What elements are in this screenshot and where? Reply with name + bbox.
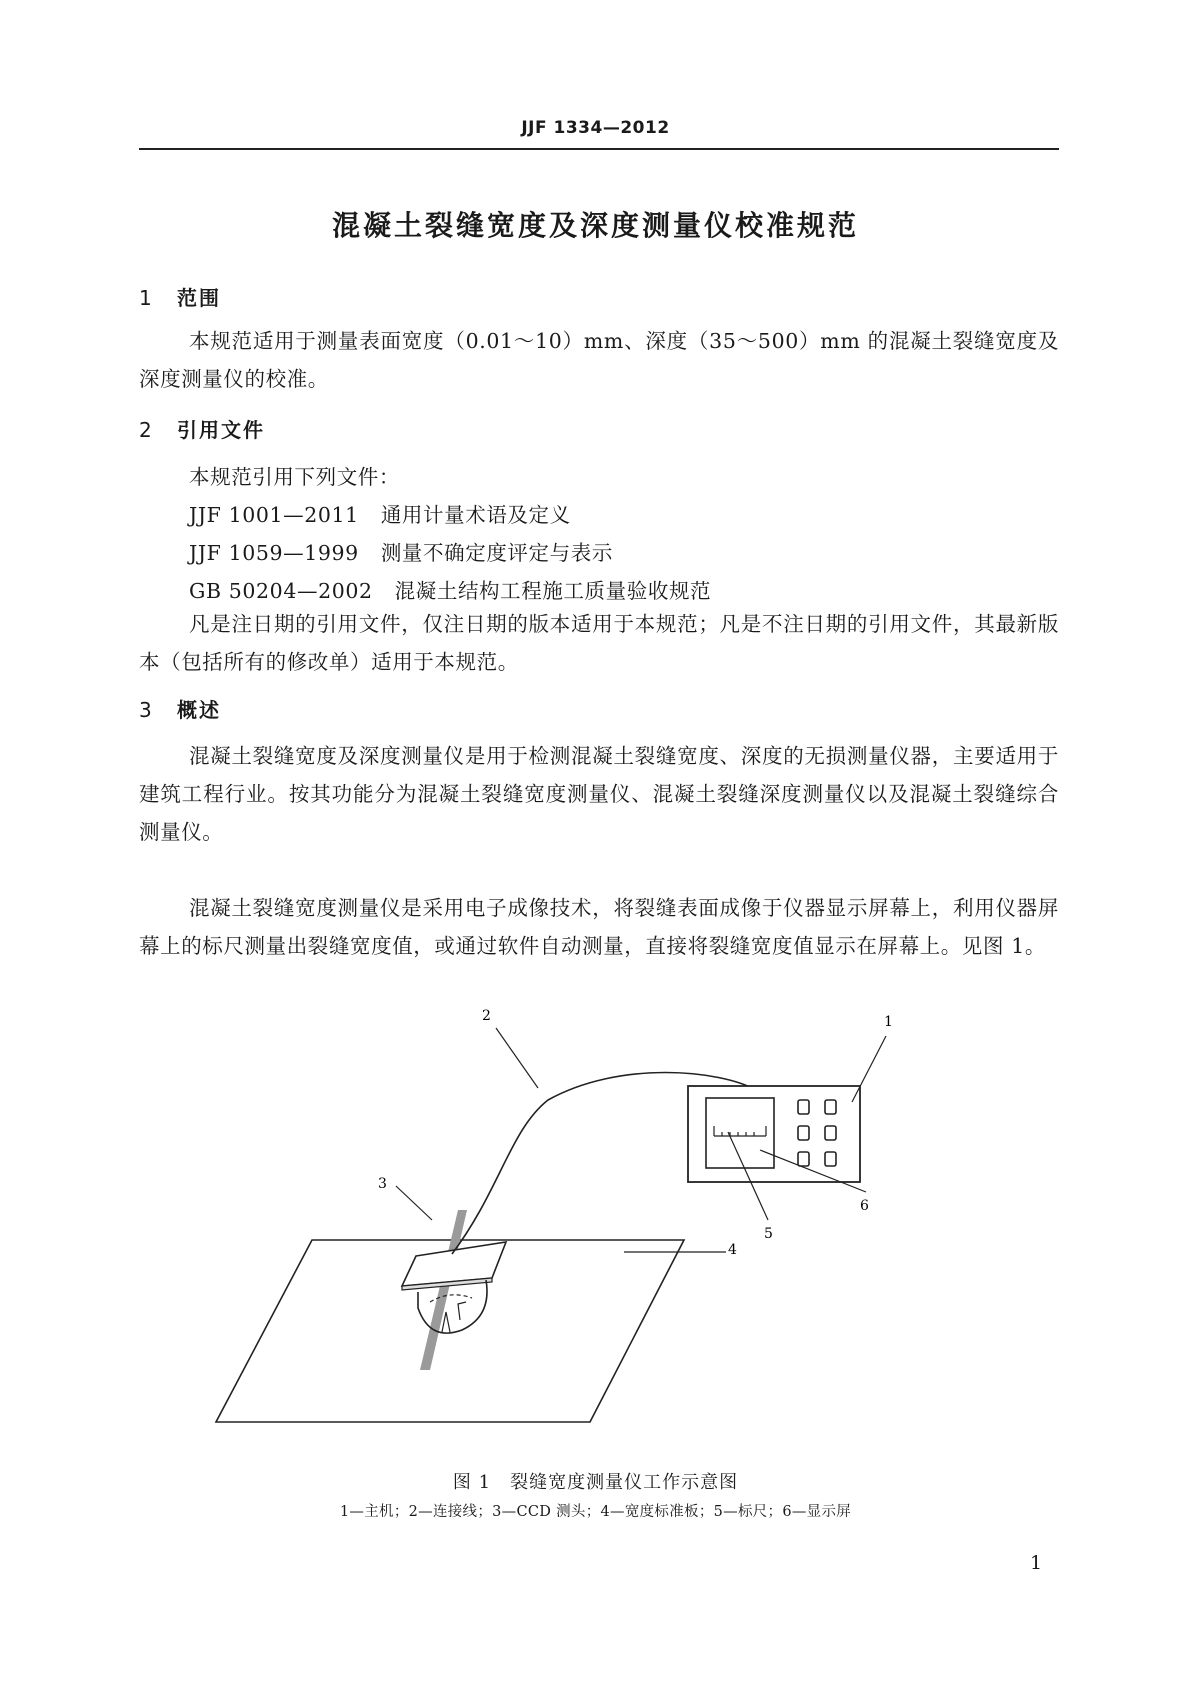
figure-caption: 图 1 裂缝宽度测量仪工作示意图 (452, 1472, 739, 1493)
reference-item (189, 574, 711, 604)
section-number: 1 (139, 286, 154, 310)
header-divider (139, 148, 1059, 150)
reference-item (189, 498, 571, 528)
page-number: 1 (1030, 1552, 1043, 1574)
overview-paragraph-1: 混凝土裂缝宽度及深度测量仪是用于检测混凝土裂缝宽度、深度的无损测量仪器，主要适用于建筑工程行业。按其功能分为混凝土裂缝宽度测量仪、混凝土裂缝深度测量仪以及混凝土裂缝综合测量仪。 (139, 744, 1059, 844)
reference-name: 混凝土结构工程施工质量验收规范 (394, 579, 712, 603)
overview-paragraph-2: 混凝土裂缝宽度测量仪是采用电子成像技术，将裂缝表面成像于仪器显示屏幕上，利用仪器屏幕上的标尺测量出裂缝宽度值，或通过软件自动测量，直接将裂缝宽度值显示在屏幕上。见图 1。 (139, 896, 1059, 958)
label-6: 6 (860, 1198, 869, 1214)
section-title: 范围 (177, 286, 221, 310)
section-title: 概述 (177, 698, 221, 722)
section-1-paragraph: 本规范适用于测量表面宽度（0.01～10）mm、深度（35～500）mm 的混凝土裂缝宽度及深度测量仪的校准。 (139, 329, 1059, 391)
reference-code: GB 50204—2002 (189, 579, 373, 603)
section-number: 3 (139, 698, 154, 722)
document-title: 混凝土裂缝宽度及深度测量仪校准规范 (331, 209, 859, 242)
label-4: 4 (728, 1242, 737, 1258)
reference-name: 通用计量术语及定义 (380, 503, 571, 527)
section-2-heading (139, 414, 265, 443)
crack-strip (420, 1210, 467, 1370)
reference-code: JJF 1001—2011 (189, 503, 359, 527)
label-1: 1 (884, 1014, 893, 1030)
reference-code: JJF 1059—1999 (189, 541, 359, 565)
standard-code: JJF 1334—2012 (521, 118, 670, 138)
figure-1-diagram (200, 1008, 980, 1450)
label-2: 2 (482, 1008, 491, 1024)
reference-item (189, 536, 613, 566)
label-5: 5 (764, 1226, 773, 1242)
section-1-heading (139, 282, 221, 311)
reference-name: 测量不确定度评定与表示 (380, 541, 613, 565)
section-title: 引用文件 (177, 418, 265, 442)
references-note: 凡是注日期的引用文件，仅注日期的版本适用于本规范；凡是不注日期的引用文件，其最新版本（包括所有的修改单）适用于本规范。 (139, 612, 1059, 674)
section-number: 2 (139, 418, 154, 442)
references-intro: 本规范引用下列文件： (189, 465, 400, 489)
label-3: 3 (378, 1176, 387, 1192)
section-3-heading (139, 694, 221, 723)
figure-legend: 1—主机；2—连接线；3—CCD 测头；4—宽度标准板；5—标尺；6—显示屏 (339, 1504, 852, 1520)
